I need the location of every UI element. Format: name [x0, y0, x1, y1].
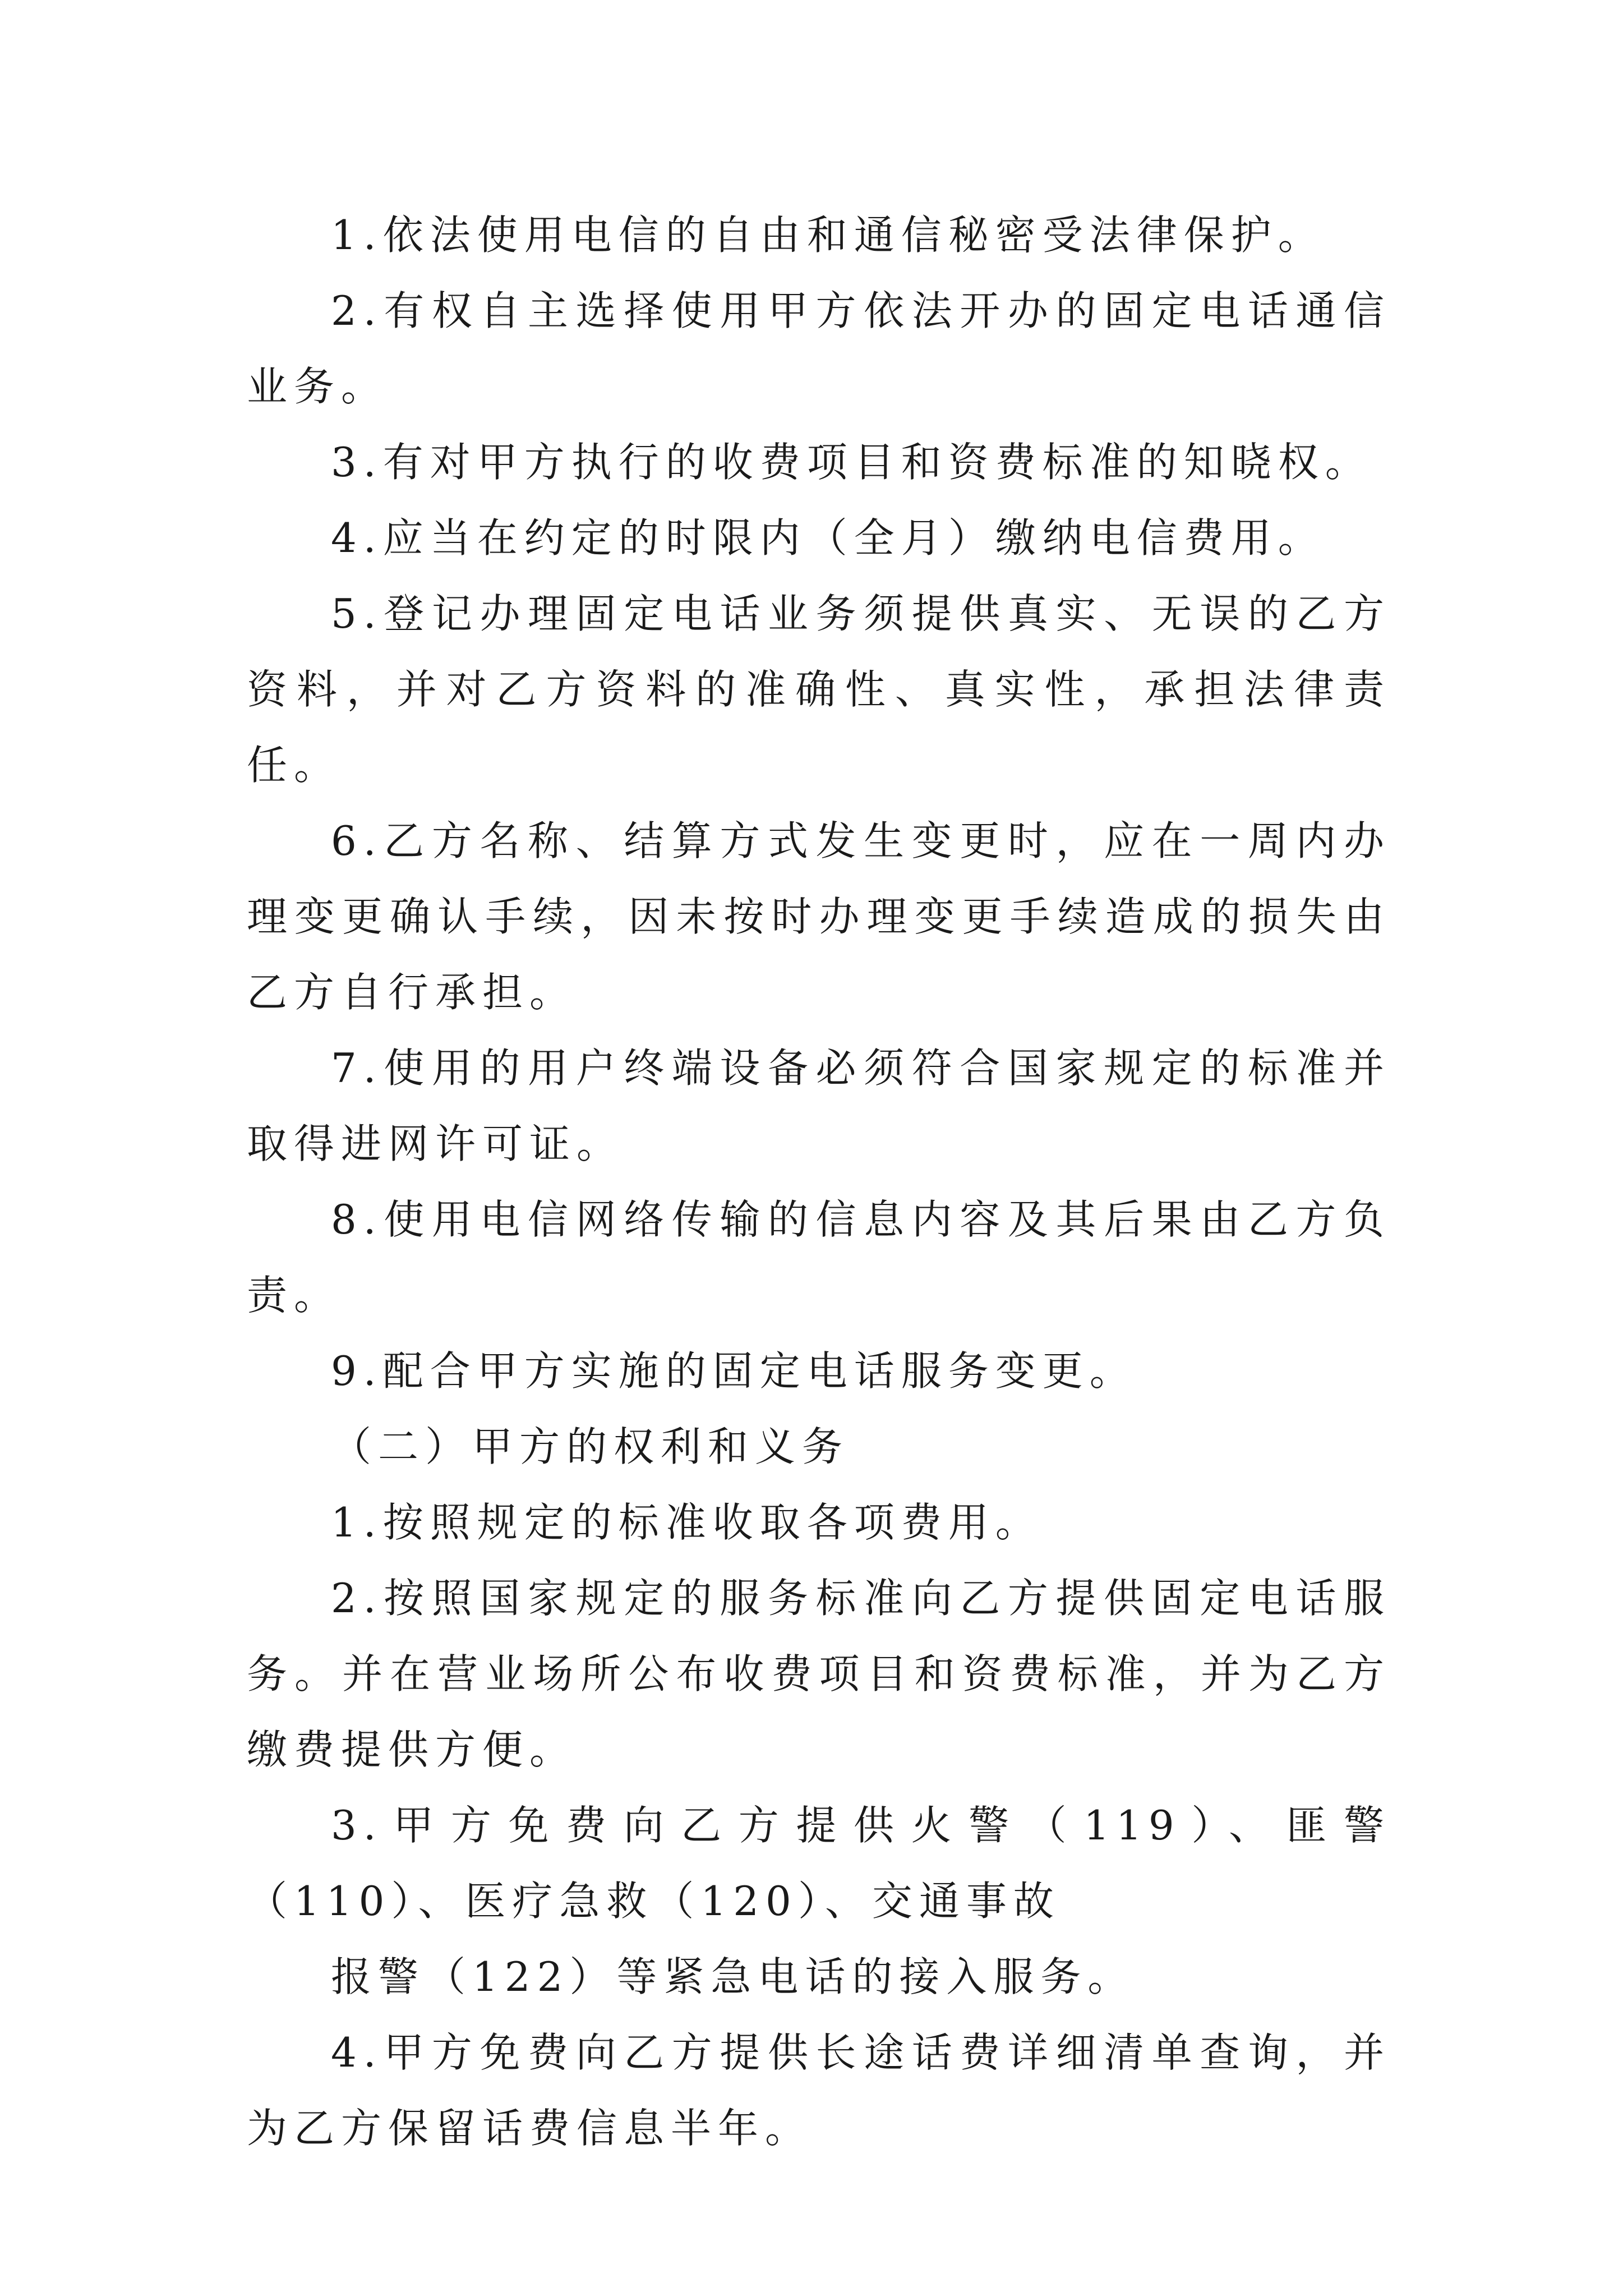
paragraph-duty-4: 4.甲方免费向乙方提供长途话费详细清单查询，并为乙方保留话费信息半年。 — [247, 2029, 1391, 2152]
paragraph-right-1: 1.依法使用电信的自由和通信秘密受法律保护。 — [331, 211, 1325, 259]
paragraph-right-5: 5.登记办理固定电话业务须提供真实、无误的乙方资料，并对乙方资料的准确性、真实性，承担法律责任。 — [247, 590, 1391, 789]
paragraph-duty-3: 3.甲方免费向乙方提供火警（119）、匪警（110）、医疗急救（120）、交通事故 — [247, 1802, 1391, 1925]
document-body — [247, 197, 1391, 2166]
paragraph-duty-1: 1.按照规定的标准收取各项费用。 — [331, 1499, 1043, 1546]
paragraph-duty-2: 2.按照国家规定的服务标准向乙方提供固定电话服务。并在营业场所公布收费项目和资费标准，并为乙方缴费提供方便。 — [247, 1575, 1391, 1773]
paragraph-right-9: 9.配合甲方实施的固定电话服务变更。 — [331, 1347, 1137, 1395]
paragraph-right-7: 7.使用的用户终端设备必须符合国家规定的标准并取得进网许可证。 — [247, 1045, 1391, 1167]
paragraph-right-8: 8.使用电信网络传输的信息内容及其后果由乙方负责。 — [247, 1196, 1391, 1319]
paragraph-right-6: 6.乙方名称、结算方式发生变更时，应在一周内办理变更确认手续，因未按时办理变更手续造成的损失由乙方自行承担。 — [247, 817, 1391, 1016]
paragraph-right-4: 4.应当在约定的时限内（全月）缴纳电信费用。 — [331, 514, 1325, 562]
section-heading-party-a: （二）甲方的权利和义务 — [331, 1423, 850, 1470]
paragraph-right-2: 2.有权自主选择使用甲方依法开办的固定电话通信业务。 — [247, 287, 1391, 410]
paragraph-right-3: 3.有对甲方执行的收费项目和资费标准的知晓权。 — [331, 439, 1372, 486]
paragraph-duty-3-continued: 报警（122）等紧急电话的接入服务。 — [331, 1953, 1135, 2000]
